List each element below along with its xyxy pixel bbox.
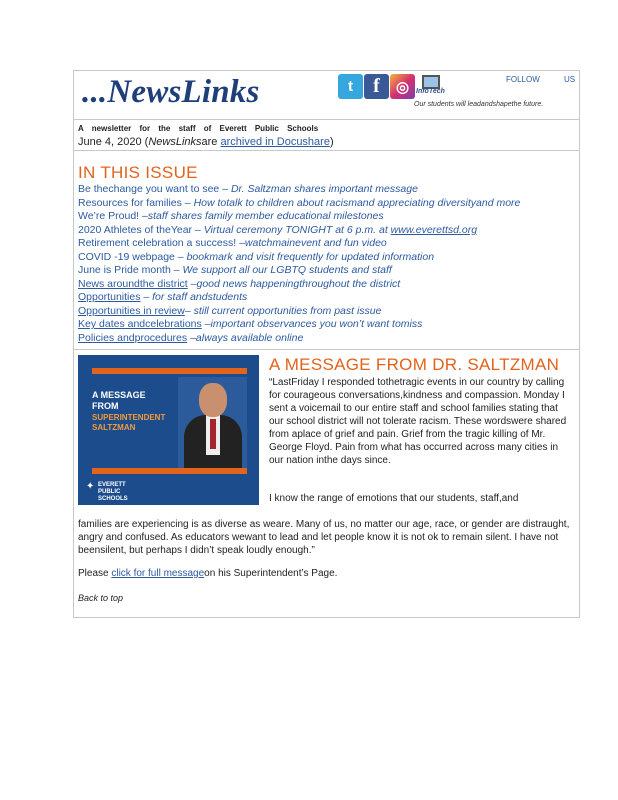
table-of-contents (78, 183, 573, 345)
opportunities-link[interactable]: Opportunities (78, 291, 141, 303)
message-paragraph: I know the range of emotions that our students, staff,and (269, 493, 519, 504)
district-website-link[interactable]: www.everettsd.org (390, 223, 478, 236)
tagline: Our students will leadandshapethe future. (414, 101, 544, 108)
toc-item[interactable]: Retirement celebration a success! –watchmainevent and fun video (78, 237, 387, 249)
banner-subheading: SUPERINTENDENT SALTZMAN (92, 413, 166, 432)
back-to-top-link[interactable]: Back to top (78, 593, 124, 603)
toc-item[interactable]: We’re Proud! –staff shares family member educational milestones (78, 210, 384, 222)
toc-item: Opportunities – for staff andstudents (78, 291, 248, 303)
divider (73, 119, 580, 120)
full-message-line: Please click for full messageon his Superintendent’s Page. (78, 568, 338, 579)
superintendent-photo (178, 377, 247, 468)
toc-item[interactable]: Be thechange you want to see – Dr. Saltzman shares important message (78, 183, 418, 195)
toc-item: Key dates andcelebrations –important observances you won’t want tomiss (78, 318, 423, 330)
toc-item[interactable]: COVID -19 webpage – bookmark and visit frequently for updated information (78, 250, 435, 263)
banner-heading: A MESSAGE FROM (92, 390, 146, 411)
facebook-icon[interactable]: f (364, 74, 389, 99)
toc-item: Policies andprocedures –always available online (78, 331, 304, 344)
full-message-link[interactable]: click for full message (111, 568, 205, 579)
in-this-issue-heading: IN THIS ISSUE (78, 163, 198, 182)
school-district-logo-icon: ✦ (86, 481, 95, 492)
monitor-icon (422, 75, 440, 89)
news-around-district-link[interactable]: News aroundthe district (78, 277, 188, 290)
social-links (338, 74, 444, 99)
banner-stripe (92, 368, 247, 374)
key-dates-link[interactable]: Key dates andcelebrations (78, 318, 202, 330)
message-paragraph: “LastFriday I responded tothetragic events in our country by calling for courageous conversations,kindness and compassion. Monday I sent a voicemail to our entire staff and school families stating that our school district will not tolerate racism. These wordswere shared from aplace of grief and pain. Grief from the tragic killing of Mr. George Floyd. Pain from what has occurred across many cities in our nation inthe days since. (269, 377, 567, 466)
docushare-archive-link[interactable]: archived in Docushare (220, 136, 330, 148)
policies-link[interactable]: Policies andprocedures (78, 331, 188, 344)
follow-us-link[interactable]: FOLLOW US (506, 75, 576, 84)
message-heading: A MESSAGE FROM DR. SALTZMAN (269, 355, 560, 374)
banner-stripe (92, 468, 247, 474)
infotech-icon[interactable]: InfoTech (416, 74, 444, 99)
newsletter-description: A newsletter for the staff of Everett Public Schools (78, 124, 319, 133)
toc-item[interactable]: Resources for families – How totalk to children about racismand appreciating diversityand more (78, 196, 521, 209)
twitter-icon[interactable]: t (338, 74, 363, 99)
toc-item[interactable]: June is Pride month – We support all our LGBTQ students and staff (78, 264, 392, 276)
opportunities-review-link[interactable]: Opportunities in review (78, 304, 185, 317)
divider (73, 150, 580, 151)
toc-item: News aroundthe district –good news happeningthroughout the district (78, 277, 401, 290)
school-district-logo: EVERETT PUBLIC SCHOOLS (98, 482, 128, 502)
toc-item: Opportunities in review– still current opportunities from past issue (78, 304, 382, 317)
instagram-icon[interactable]: ◎ (390, 74, 415, 99)
toc-item[interactable]: 2020 Athletes of theYear – Virtual ceremony TONIGHT at 6 p.m. at www.everettsd.org (78, 223, 478, 236)
divider (73, 349, 580, 350)
message-paragraph: families are experiencing is as diverse as weare. Many of us, no matter our age, race, or gender are distraught, angry and confused. As educators wewant to lead and let people know it is not ok to remain silent. I have not beensilent, but perhaps I didn’t speak loudly enough.” (78, 519, 570, 556)
issue-date: June 4, 2020 (NewsLinksare archived in Docushare) (78, 136, 334, 148)
superintendent-message-banner (78, 355, 259, 505)
masthead-title: ...NewsLinks (82, 74, 260, 110)
